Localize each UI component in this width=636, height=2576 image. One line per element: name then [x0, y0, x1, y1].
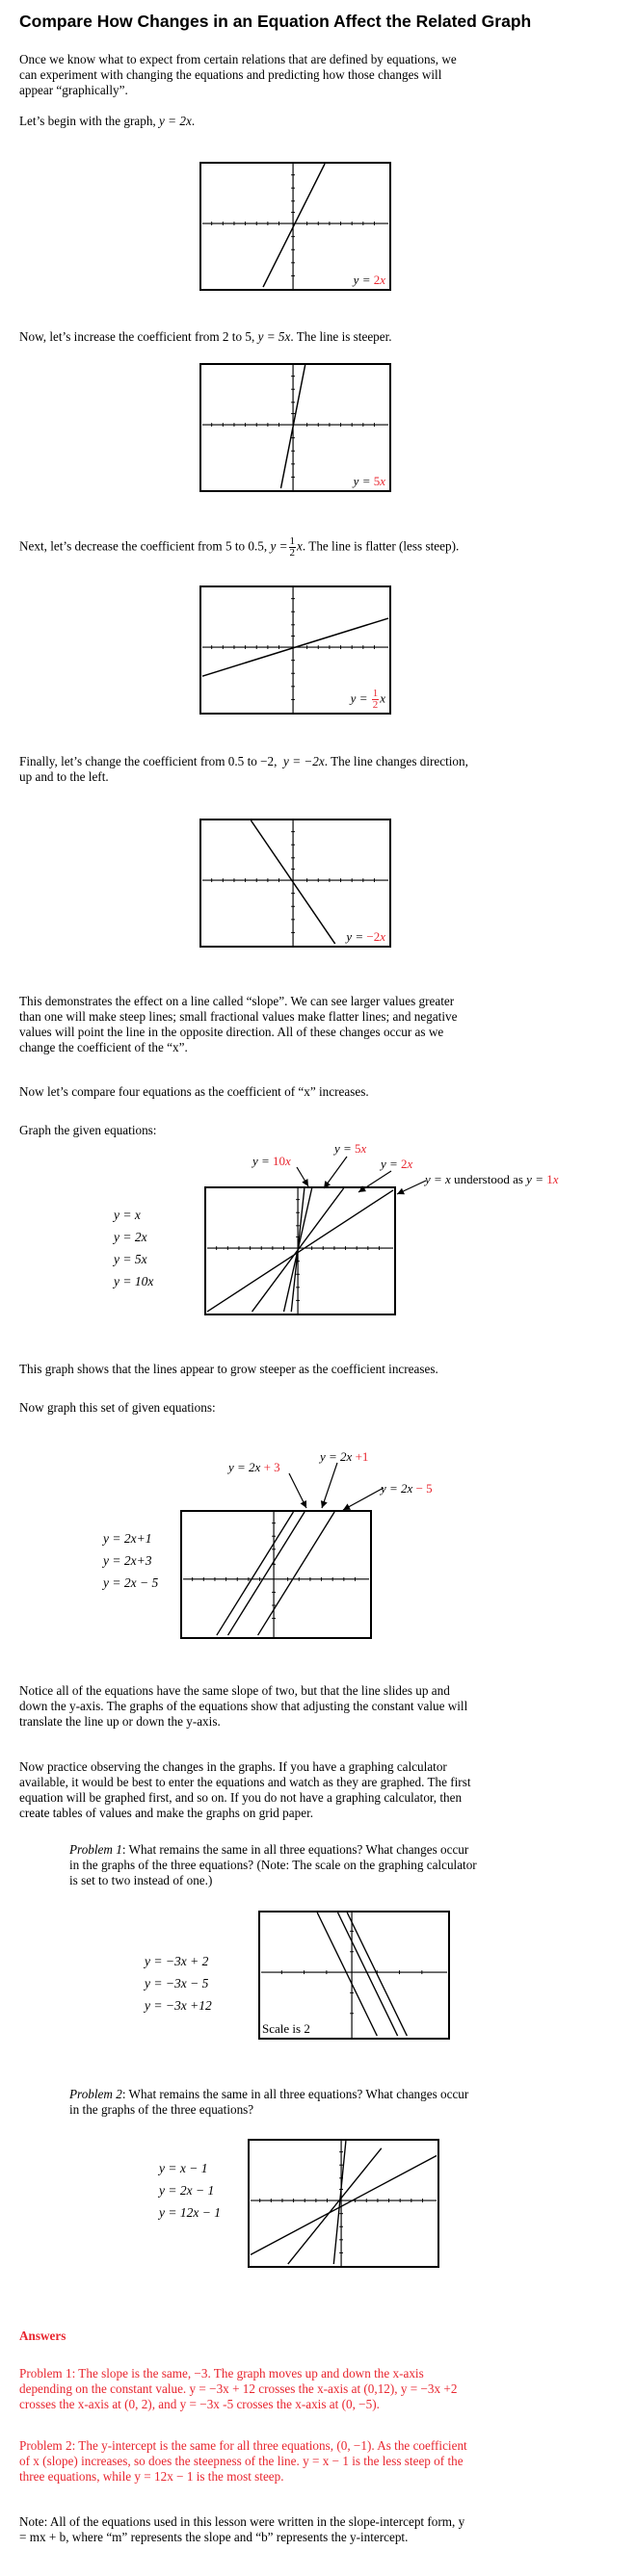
line-12x-minus-1 [333, 2141, 346, 2264]
graph-given-label: Graph the given equations: [19, 1123, 157, 1137]
notice-para-line-1: Notice all of the equations have the same slope of two, but that the line slides up and [19, 1683, 450, 1698]
line-y-x [207, 1190, 393, 1312]
line-2x-minus-5 [258, 1512, 335, 1635]
line-2x-plus-1 [228, 1512, 305, 1635]
graph-parallel-lines-svg [182, 1512, 370, 1637]
graph-label-y-neg-2x: y = −2x [346, 929, 385, 944]
problem1-equation-1: y = −3x + 2 [145, 1954, 209, 1968]
note-line-2: = mx + b, where “m” represents the slope and “b” represents the y-intercept. [19, 2530, 409, 2544]
practice-para-line-3: equation will be graphed first, and so on. If you do not have a graphing calculator, then [19, 1790, 463, 1805]
scale-note: Scale is 2 [262, 2021, 310, 2036]
line-2x-plus-3 [217, 1512, 294, 1635]
annotation-y-x: y = x understood as y = 1x [425, 1172, 559, 1186]
graph-y-half-x [199, 585, 391, 715]
graph-problem1-svg [260, 1912, 448, 2038]
graph-label-y-half-x: y = $\frac{1}{2}$ x [350, 688, 385, 711]
arrow-y-10x [297, 1167, 308, 1186]
slope-para-line-3: values will point the line in the opposite direction. All of these changes occur as we [19, 1025, 444, 1039]
equation-2x-plus-3: y = 2x+3 [103, 1553, 152, 1568]
three-equation-list [103, 1527, 158, 1594]
graph-y-5x [199, 363, 391, 492]
problem1-line-2: in the graphs of the three equations? (Note: The scale on the graphing calculator [69, 1858, 477, 1872]
arrow-y-x [397, 1181, 426, 1194]
intro-line-3: appear “graphically”. [19, 83, 128, 97]
graph-label-y-5x: y = 5x [353, 474, 385, 488]
answer1-line-1: Problem 1: The slope is the same, −3. The graph moves up and down the x-axis [19, 2366, 424, 2381]
equation-y-x: y = x [114, 1208, 141, 1222]
problem2-equation-3: y = 12x − 1 [159, 2205, 221, 2220]
note-line-1: Note: All of the equations used in this lesson were written in the slope-intercept form, y [19, 2514, 465, 2529]
now-graph-label: Now graph this set of given equations: [19, 1400, 216, 1415]
arrow-2x-minus-5 [343, 1488, 384, 1510]
practice-para-line-2: available, it would be best to enter the equations and watch as they are graphed. The first [19, 1775, 471, 1789]
annotation-2x-plus-3: y = 2x + 3 [228, 1460, 280, 1474]
line-2x-minus-1 [288, 2148, 382, 2264]
arrow-2x-plus-3 [289, 1473, 306, 1508]
problem1-equation-list [145, 1950, 212, 2017]
problem2-equation-1: y = x − 1 [159, 2161, 208, 2175]
graph-four-lines [204, 1186, 396, 1315]
equation-y-2x: y = 2x [114, 1230, 147, 1244]
graph-y-2x [199, 162, 391, 291]
problem2-equation-list [159, 2157, 221, 2224]
slope-para-line-1: This demonstrates the effect on a line called “slope”. We can see larger values greater [19, 994, 455, 1008]
four-equation-list [114, 1204, 153, 1292]
equation-2x-minus-5: y = 2x − 5 [103, 1575, 159, 1590]
answers-heading: Answers [19, 2329, 66, 2343]
annotation-y-2x: y = 2x [381, 1157, 413, 1171]
graph-problem2 [248, 2139, 439, 2268]
answer2-line-2: of x (slope) increases, so does the steepness of the line. y = x − 1 is the less steep of the [19, 2454, 464, 2468]
problem2-line-2: in the graphs of the three equations? [69, 2102, 254, 2117]
equation-2x-plus-1: y = 2x+1 [103, 1531, 152, 1546]
graph-label-y-2x: y = 2x [353, 273, 385, 287]
graph-y-5x-svg [201, 365, 389, 490]
slope-para-line-2: than one will make steep lines; small fractional values make flatter lines; and negative [19, 1009, 458, 1024]
problem1-line-3: is set to two instead of one.) [69, 1873, 213, 1887]
answer1-line-2: depending on the constant value. y = −3x + 12 crosses the x-axis at (0,12), y = −3x +2 [19, 2381, 458, 2396]
equation-y-5x: y = 5x [114, 1252, 147, 1266]
slope-para-line-4: change the coefficient of the “x”. [19, 1040, 188, 1054]
problem2-line-1: Problem 2: What remains the same in all three equations? What changes occur [69, 2087, 469, 2101]
annotation-2x-minus-5: y = 2x − 5 [381, 1481, 433, 1496]
practice-para-line-1: Now practice observing the changes in the graphs. If you have a graphing calculator [19, 1759, 447, 1774]
problem1-equation-2: y = −3x − 5 [145, 1976, 209, 1991]
arrow-y-5x [324, 1157, 347, 1188]
graph-y-neg-2x [199, 819, 391, 948]
graph-y-neg-2x-svg [201, 820, 389, 946]
problem1-line-1: Problem 1: What remains the same in all three equations? What changes occur [69, 1842, 469, 1857]
graph-problem1 [258, 1911, 450, 2040]
page-title: Compare How Changes in an Equation Affect the Related Graph [19, 12, 532, 31]
annotation-y-10x: y = 10x [252, 1154, 291, 1168]
problem1-equation-3: y = −3x +12 [145, 1998, 212, 2013]
annotation-2x-plus-1: y = 2x +1 [320, 1449, 369, 1464]
line-neg3x-plus-12 [347, 1912, 407, 2036]
graph-parallel-lines [180, 1510, 372, 1639]
section4-line-2: up and to the left. [19, 769, 109, 784]
section3-text: Next, let’s decrease the coefficient from 5 to 0.5, y = $\frac{1}{2}$ x. The line is flatter (less steep). [19, 535, 460, 559]
answer1-line-3: crosses the x-axis at (0, 2), and y = −3x -5 crosses the x-axis at (0, −5). [19, 2397, 380, 2411]
arrow-2x-plus-1 [322, 1463, 337, 1508]
line-y-2x [263, 164, 325, 287]
answer2-line-3: three equations, while y = 12x − 1 is the most steep. [19, 2469, 284, 2484]
compare-para: Now let’s compare four equations as the coefficient of “x” increases. [19, 1084, 369, 1099]
practice-para-line-4: create tables of values and make the graphs on grid paper. [19, 1806, 314, 1820]
graph-problem2-svg [250, 2141, 437, 2266]
notice-para-line-2: down the y-axis. The graphs of the equations show that adjusting the constant value will [19, 1699, 468, 1713]
problem2-equation-2: y = 2x − 1 [159, 2183, 215, 2198]
intro-line-2: can experiment with changing the equations and predicting how those changes will [19, 67, 442, 82]
answer2-line-1: Problem 2: The y-intercept is the same for all three equations, (0, −1). As the coefficient [19, 2438, 467, 2453]
intro-line-1: Once we know what to expect from certain relations that are defined by equations, we [19, 52, 457, 66]
section1-text: Let’s begin with the graph, y = 2x. [19, 114, 196, 128]
steeper-para: This graph shows that the lines appear to grow steeper as the coefficient increases. [19, 1362, 438, 1376]
annotation-y-5x: y = 5x [334, 1141, 367, 1156]
graph-four-lines-svg [206, 1188, 394, 1314]
section2-text: Now, let’s increase the coefficient from 2 to 5, y = 5x. The line is steeper. [19, 329, 392, 344]
graph-y-2x-svg [201, 164, 389, 289]
section4-line-1: Finally, let’s change the coefficient from 0.5 to −2, y = −2x. The line changes direction, [19, 754, 468, 768]
equation-y-10x: y = 10x [114, 1274, 154, 1288]
notice-para-line-3: translate the line up or down the y-axis. [19, 1714, 221, 1729]
